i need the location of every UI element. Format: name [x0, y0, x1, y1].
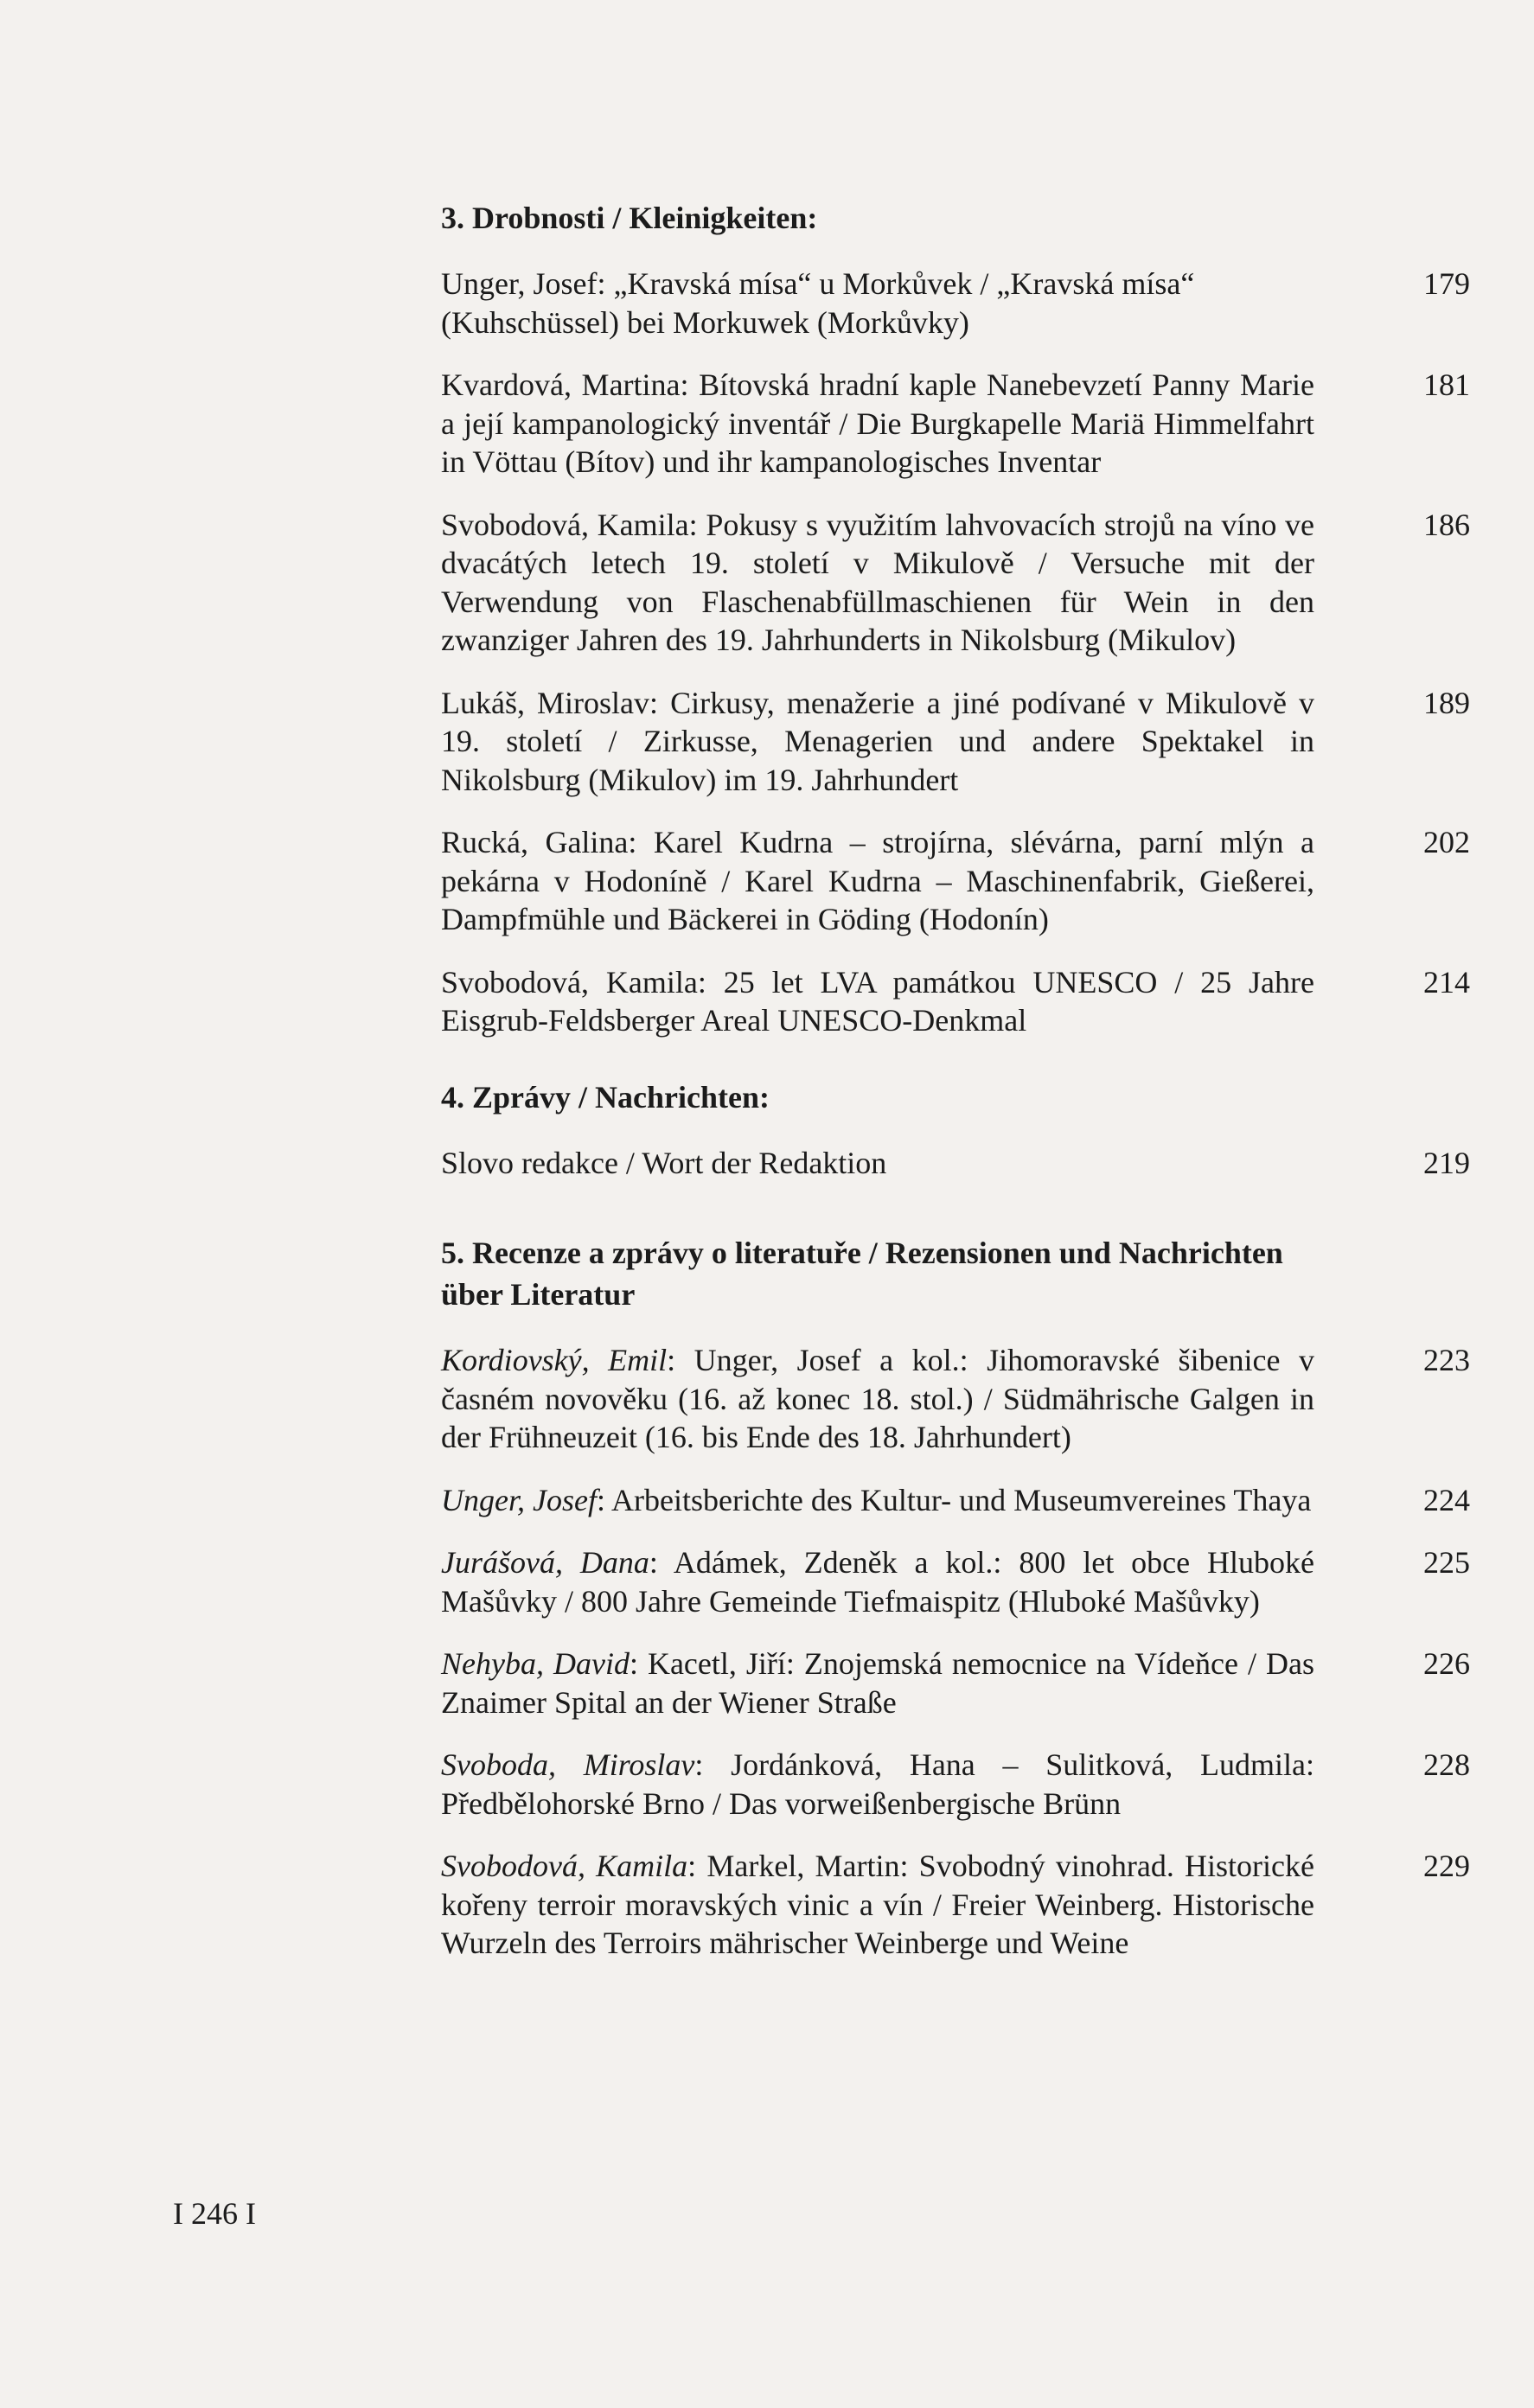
- toc-entry: [441, 1481, 1470, 1520]
- page-number: 181: [1423, 367, 1470, 402]
- page-number: 224: [1423, 1482, 1470, 1517]
- toc-entry: [441, 823, 1470, 939]
- entry-text: Svobodová, Kamila: Pokusy s využitím lahvovacích strojů na víno ve dvacátých letech 19. století v Mikulově / Versuche mit der Verwendung von Flaschenabfüllmaschienen für Wein in den zwanziger Jahren des 19. Jahrhunderts in Nikolsburg (Mikulov): [441, 507, 1314, 657]
- entry-author: Kordiovský, Emil: [441, 1343, 668, 1377]
- page-number: 186: [1423, 507, 1470, 542]
- entry-author: Jurášová, Dana: [441, 1545, 649, 1580]
- toc-entry: [441, 1144, 1470, 1183]
- toc-entry: [441, 506, 1470, 660]
- table-of-contents: [441, 197, 1470, 1999]
- entry-text: Unger, Josef: „Kravská mísa“ u Morkůvek / „Kravská mísa“ (Kuhschüssel) bei Morkuwek (Morkůvky): [441, 266, 1195, 340]
- page-number: 226: [1423, 1646, 1470, 1681]
- toc-entry: [441, 265, 1470, 342]
- page-folio: I 246 I: [173, 2196, 256, 2231]
- page-number: 225: [1423, 1545, 1470, 1580]
- page-number: 228: [1423, 1747, 1470, 1782]
- entry-text: Kordiovský, Emil: Unger, Josef a kol.: Jihomoravské šibenice v časném novověku (16. až konec 18. stol.) / Südmährische Galgen in der Frühneuzeit (16. bis Ende des 18. Jahrhundert): [441, 1343, 1314, 1454]
- section-heading: 5. Recenze a zprávy o literatuře / Rezensionen und Nachrichten über Literatur: [441, 1236, 1283, 1312]
- entry-author: Svobodová, Kamila: [441, 1849, 688, 1883]
- section-heading: 3. Drobnosti / Kleinigkeiten:: [441, 201, 818, 235]
- entry-author: Nehyba, David: [441, 1646, 630, 1681]
- entry-text: Slovo redakce / Wort der Redaktion: [441, 1145, 887, 1180]
- page-number: 223: [1423, 1343, 1470, 1377]
- entry-text: Kvardová, Martina: Bítovská hradní kaple Nanebevzetí Panny Marie a její kampanologický inventář / Die Burgkapelle Mariä Himmelfahrt in Vöttau (Bítov) und ihr kampanologisches Inventar: [441, 367, 1314, 479]
- entry-text: Lukáš, Miroslav: Cirkusy, menažerie a jiné podívané v Mikulově v 19. století / Zirkusse, Menagerien und andere Spektakel in Nikolsburg (Mikulov) im 19. Jahrhundert: [441, 685, 1314, 797]
- page-number: 219: [1423, 1145, 1470, 1180]
- entry-author: Svoboda, Miroslav: [441, 1747, 695, 1782]
- entry-text: Nehyba, David: Kacetl, Jiří: Znojemská nemocnice na Vídeňce / Das Znaimer Spital an der Wiener Straße: [441, 1646, 1314, 1720]
- section-drobnosti: [441, 197, 1470, 1040]
- toc-entry: [441, 1341, 1470, 1457]
- entry-text: Svobodová, Kamila: Markel, Martin: Svobodný vinohrad. Historické kořeny terroir moravských vinic a vín / Freier Weinberg. Historische Wurzeln des Terroirs mährischer Weinberge und Weine: [441, 1849, 1314, 1960]
- toc-entry: [441, 684, 1470, 800]
- page-number: 189: [1423, 685, 1470, 720]
- page-number: 179: [1423, 266, 1470, 301]
- entry-author: Unger, Josef: [441, 1482, 597, 1517]
- toc-entry: [441, 1746, 1470, 1823]
- toc-entry: [441, 963, 1470, 1040]
- page-number: 214: [1423, 964, 1470, 1000]
- entry-text: Jurášová, Dana: Adámek, Zdeněk a kol.: 800 let obce Hluboké Mašůvky / 800 Jahre Gemeinde Tiefmaispitz (Hluboké Mašůvky): [441, 1545, 1314, 1619]
- section-zpravy: [441, 1076, 1470, 1183]
- section-recenze: [441, 1232, 1470, 1963]
- toc-entry: [441, 1645, 1470, 1721]
- toc-entry: [441, 1543, 1470, 1620]
- entry-text: Rucká, Galina: Karel Kudrna – strojírna, slévárna, parní mlýn a pekárna v Hodoníně / Karel Kudrna – Maschinenfabrik, Gießerei, Dampfmühle und Bäckerei in Göding (Hodonín): [441, 825, 1314, 936]
- page-number: 202: [1423, 825, 1470, 859]
- section-heading: 4. Zprávy / Nachrichten:: [441, 1079, 770, 1115]
- page-number: 229: [1423, 1849, 1470, 1883]
- entry-text: Unger, Josef: Arbeitsberichte des Kultur- und Museumvereines Thaya: [441, 1482, 1312, 1517]
- toc-entry: [441, 1847, 1470, 1963]
- toc-entry: [441, 366, 1470, 482]
- entry-text: Svobodová, Kamila: 25 let LVA památkou UNESCO / 25 Jahre Eisgrub-Feldsberger Areal UNESCO-Denkmal: [441, 964, 1314, 1038]
- entry-text: Svoboda, Miroslav: Jordánková, Hana – Sulitková, Ludmila: Předbělohorské Brno / Das vorweißenbergische Brünn: [441, 1747, 1314, 1821]
